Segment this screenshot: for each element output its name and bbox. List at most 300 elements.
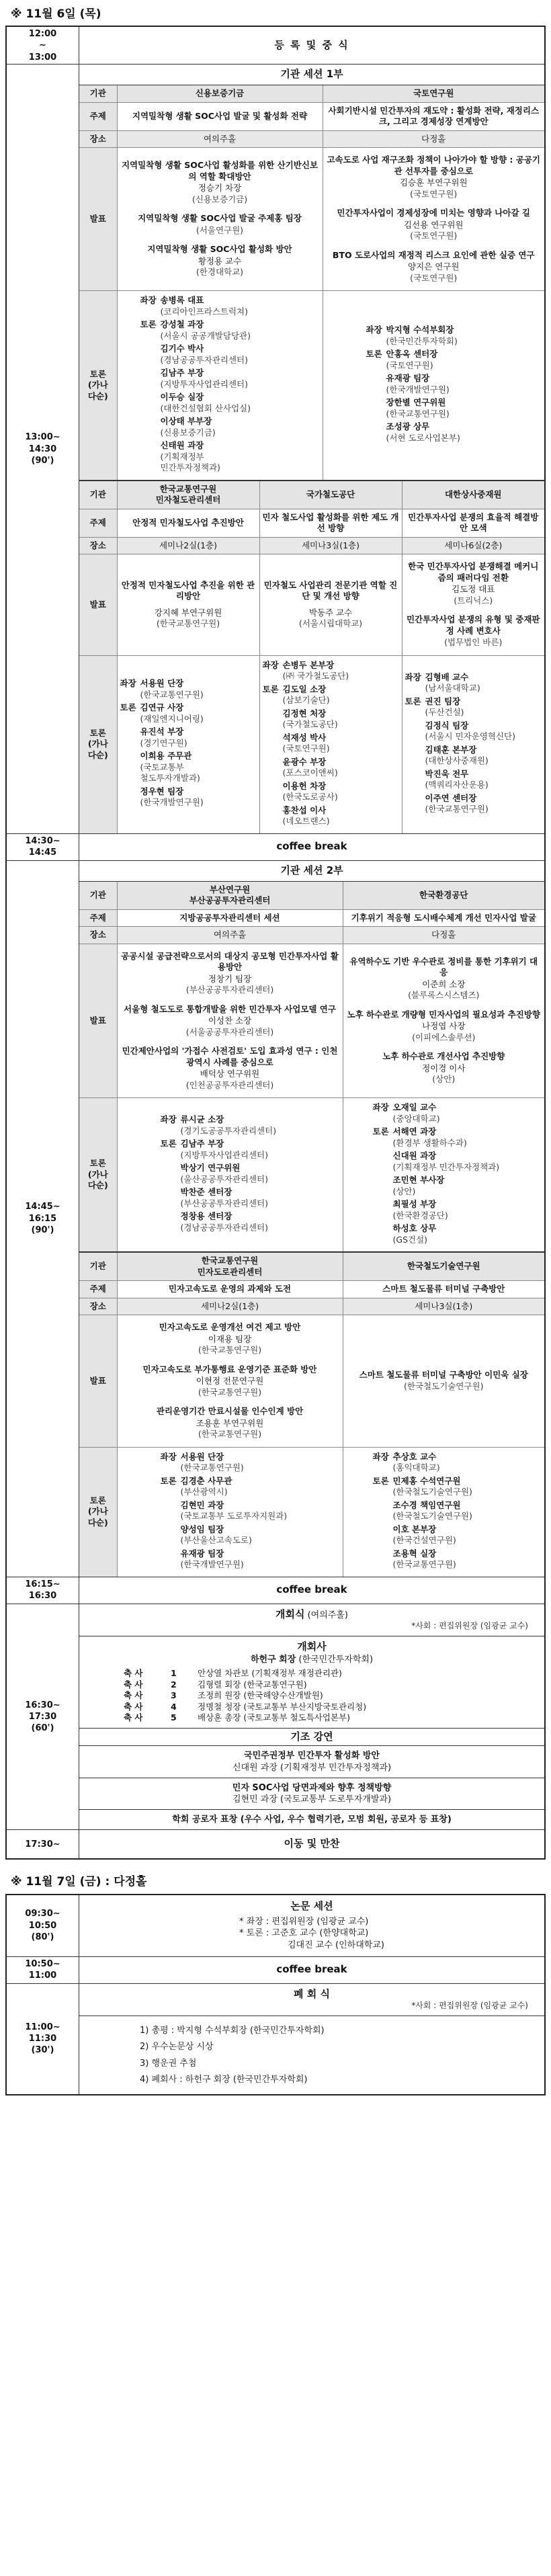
opening-title: 개회식 <box>275 1608 305 1620</box>
pres-title: 스마트 철도물류 터미널 구축방안 이민욱 실장 <box>359 1369 528 1380</box>
discussant-name: 이용헌 차장 <box>282 780 327 791</box>
congrats-item: 축 사 2 김형렬 회장 (한국교통연구원) <box>124 1679 307 1690</box>
registration-label: 등 록 및 중 식 <box>274 39 349 52</box>
break2-time: 16:15∼ 16:30 <box>7 1577 79 1604</box>
discussant-aff: (한국도로공사) <box>282 792 338 802</box>
chair-name: 오재일 교수 <box>392 1102 437 1113</box>
discussant-name: 최필성 부장 <box>392 1199 437 1210</box>
discussion-list: 좌장 류시균 소장 (경기도공공투자관리센터) 토론 김남주 부장 (지방투자사업관리센터) 박상기 연구위원 (울산공공투자관리센터) 박찬준 센터장 (부산공공투자관리센터) 정창용 센터장 (경남공공투자관리센터) <box>117 1098 343 1252</box>
label-topic: 주제 <box>79 909 117 927</box>
session1-table-b <box>79 480 544 833</box>
org-name: 국가철도공단 <box>259 481 402 509</box>
place: 여의주홀 <box>117 130 323 148</box>
keynote2-person: 김현민 과장 (국토교통부 도로투자개발과) <box>232 1794 392 1804</box>
discussant-name: 장한별 연구위원 <box>386 397 446 408</box>
pres-title: 서울형 철도도로 통합개발을 위한 민간투자 사업모델 연구 <box>124 1003 336 1014</box>
discussion-list: 좌장 김형배 교수 (남서울대학교) 토론 권진 팀장 (두산건설) 김정식 팀장 (서울시 민자운영혁신단) 김태훈 본부장 (대한상사중재원) 박진욱 전무 (맥쿼리자산운용) 이주연 센터장 (한국교통연구원) <box>402 655 544 833</box>
discussant-aff: (부산광역시) <box>180 1487 228 1497</box>
discussant-aff: (울산공공투자관리센터) <box>180 1173 269 1184</box>
discussant-name: 하성호 상무 <box>392 1223 437 1234</box>
chair-aff: (남서울대학교) <box>425 683 480 694</box>
pres-title: 유역하수도 기반 우수관로 정비를 통한 기후위기 대응 <box>349 956 538 978</box>
discussant-aff: (국토연구원) <box>386 360 433 370</box>
discussant-name: 박상기 연구위원 <box>180 1163 241 1173</box>
label-topic: 주제 <box>79 1281 117 1298</box>
pres-title: 지역밀착형 생활 SOC사업 발굴 주제홍 팀장 <box>138 213 302 224</box>
discussant-name: 홍찬섭 이사 <box>282 804 327 815</box>
org-name: 한국교통연구원 민자철도관리센터 <box>117 481 259 509</box>
chair-aff: (한국민간투자학회) <box>386 335 458 346</box>
discussion-list: 좌장 박지형 수석부회장 (한국민간투자학회) 토론 안홍옥 센터장 (국토연구원) 유재광 팀장 (한국개발연구원) 장한별 연구위원 (한국교통연구원) 조성광 상무 (서현 도로사업본부) <box>323 291 544 480</box>
topic: 민자고속도로 운영의 과제와 도전 <box>117 1281 343 1298</box>
discussant-aff: (서울시 민자운영혁신단) <box>425 731 515 742</box>
discussant-aff: (국가철도공단) <box>282 719 338 730</box>
pres-name: 박동주 교수 <box>308 607 353 618</box>
pres-title: 민자고속도로 운영개선 여건 제고 방안 <box>159 1322 301 1333</box>
place: 여의주홀 <box>117 927 343 944</box>
day2-break-label: coffee break <box>276 1963 347 1976</box>
discussant-aff: (한국교통연구원) <box>425 804 489 815</box>
pres-aff: (국토연구원) <box>410 231 458 241</box>
session1-table-a <box>79 85 544 480</box>
pres-name: 이재용 팀장 <box>208 1333 252 1344</box>
pres-title: 안정적 민자철도사업 추진을 위한 관리방안 <box>121 579 255 601</box>
chair-role: 좌장 <box>405 671 421 682</box>
place: 세미나6실(2층) <box>402 537 544 554</box>
chair-role: 좌장 <box>366 325 382 335</box>
topic: 지역밀착형 생활 SOC사업 발굴 및 활성화 전략 <box>117 102 323 130</box>
keynote2-block <box>79 1778 544 1810</box>
closing-time: 11:00∼ 11:30 (30') <box>7 1984 79 2094</box>
discussant-aff: (한국개발연구원) <box>140 797 204 808</box>
discussant-aff: (두산건설) <box>425 707 464 718</box>
discussant-name: 박진욱 전무 <box>425 768 469 779</box>
pres-name: 황정용 교수 <box>198 255 242 266</box>
congrats-item: 축 사 3 조정희 원장 (한국해양수산개발원) <box>124 1690 323 1701</box>
org-name: 한국교통연구원 민자도로관리센터 <box>117 1252 343 1281</box>
discussant-name: 김남주 부장 <box>180 1138 224 1149</box>
pres-aff: (트리닉스) <box>454 595 493 606</box>
discussant-name: 조용혁 실장 <box>392 1548 437 1559</box>
paper-title: 논문 세션 <box>290 1900 333 1913</box>
topic: 기후위기 적응형 도시배수체계 개선 민자사업 발굴 <box>343 909 544 927</box>
presentations <box>259 554 402 656</box>
pres-aff: (한국철도기술연구원) <box>404 1381 484 1392</box>
pres-aff: (한국교통연구원) <box>198 1386 262 1397</box>
discussant-aff: (한국교통연구원) <box>392 1559 456 1570</box>
discussant-aff: (국토교통부 철도투자개발과) <box>140 761 200 784</box>
chair-role: 좌장 <box>160 1114 177 1125</box>
closing-item: 3) 행운권 추첨 <box>140 2058 197 2069</box>
chair-name: 송병록 대표 <box>160 295 204 306</box>
discussant-aff: (기획재정부 민간투자정책과) <box>392 1161 500 1172</box>
discussant-aff: (GS건설) <box>392 1234 428 1245</box>
day2-break-cell <box>79 1957 544 1984</box>
discussion-list: 좌장 손병두 본부장 (㈜ 국가철도공단) 토론 김도일 소장 (삼보기술단) 김정현 처장 (국가철도공단) 석재성 박사 (국토연구원) 윤광수 부장 (포스코이앤씨) 이용헌 차장 (한국도로공사) 홍찬섭 이사 (네오트랜스) <box>259 655 402 833</box>
pres-title: 민간제안사업의 '가접수 사전검토' 도입 효과성 연구 : 인천광역시 사례를 중심으로 <box>122 1046 338 1067</box>
discussant-aff: (환경부 생활하수과) <box>392 1137 467 1148</box>
pres-title: 민자철도 사업관리 전문기관 역할 진단 및 개선 방향 <box>263 579 398 601</box>
day2-schedule <box>5 1894 546 2095</box>
discussant-name: 박찬준 센터장 <box>180 1187 232 1198</box>
paper-disc2: 김대진 교수 (인하대학교) <box>288 1940 384 1950</box>
registration-time: 12:00 ∼ 13:00 <box>7 27 79 65</box>
pres-title: 한국 민간투자사업 분쟁해결 메커니즘의 패러다임 전환 <box>408 561 539 583</box>
discussant-aff: (네오트랜스) <box>282 816 330 827</box>
pres-name: 김선용 연구위원 <box>404 219 464 230</box>
org-name: 국토연구원 <box>323 85 544 102</box>
discussant-aff: (국토교통부 도로투자지원과) <box>180 1511 288 1522</box>
keynote2-topic: 민자 SOC사업 당면과제와 향후 정책방향 <box>232 1782 392 1793</box>
day1-heading: ※ 11월 6일 (목) <box>11 7 101 21</box>
discussant-aff: (한국건설연구원) <box>392 1535 456 1546</box>
pres-name: 이준희 소장 <box>422 979 466 989</box>
presentations <box>343 1315 544 1448</box>
chair-role: 좌장 <box>120 678 136 689</box>
discussant-name: 권진 팀장 <box>425 696 461 706</box>
discussion-list: 좌장 오재일 교수 (중앙대학교) 토론 서해연 과장 (환경부 생활하수과) 신대원 과장 (기획재정부 민간투자정책과) 조민현 부사장 (상안) 최필성 부장 (한국환경공단) 하성호 상무 (GS건설) <box>343 1098 544 1252</box>
chair-name: 박지형 수석부회장 <box>386 325 454 335</box>
label-org: 기관 <box>79 85 117 102</box>
paper-time: 09:30∼ 10:50 (80') <box>7 1895 79 1957</box>
discussant-aff: (지방투자사업관리센터) <box>180 1149 269 1160</box>
discussant-aff: (상안) <box>392 1186 416 1196</box>
session2-title: 기관 세션 2부 <box>79 861 544 882</box>
break1-cell <box>79 834 544 861</box>
pres-aff: (서울연구원) <box>196 224 244 235</box>
label-present: 발표 <box>79 944 117 1098</box>
pres-aff: (이피에스솔루션) <box>412 1032 476 1042</box>
topic: 사회기반시설 민간투자의 재도약 : 활성화 전략, 재정리스크, 그리고 경제성장 연계방안 <box>323 102 544 130</box>
pres-title: 관리운영기간 만료시설물 인수인계 방안 <box>156 1406 304 1417</box>
discussion-list: 좌장 송병록 대표 (코리아인프라스트럭쳐) 토론 강성철 과장 (서울시 공공개발담당관) 김기수 박사 (경남공공투자관리센터) 김남주 부장 (지방투자사업관리센터) 이두승 실장 (대한건설협회 산사업실) 이상태 부부장 (신용보증기금) 신태원 과장 (기획재정부 민간투자정책과) <box>117 291 323 480</box>
closing-cell <box>79 1984 544 2094</box>
break2-label: coffee break <box>276 1583 347 1596</box>
presentations <box>117 1315 343 1448</box>
org-name: 신용보증기금 <box>117 85 323 102</box>
discussant-name: 민제홍 수석연구원 <box>392 1475 461 1486</box>
topic: 안정적 민자철도사업 추진방안 <box>117 509 259 537</box>
day1-schedule <box>5 26 546 1860</box>
pres-name: 정창기 팀장 <box>208 973 252 984</box>
pres-aff: (인천공공투자관리센터) <box>185 1079 274 1090</box>
opening-block <box>79 1604 544 1637</box>
discussion-list: 좌장 서용원 단장 (한국교통연구원) 토론 김연규 사장 (재일엔지니어링) 유진석 부장 (경기연구원) 이희용 주무관 (국토교통부 철도투자개발과) 정우현 팀장 (한국개발연구원) <box>117 655 259 833</box>
session1-title: 기관 세션 1부 <box>79 65 544 85</box>
pres-name: 김도정 대표 <box>452 584 495 595</box>
chair-name: 류시균 소장 <box>180 1114 224 1125</box>
congrats-item: 축 사 5 배상훈 총장 (국토교통부 철도특사업본부) <box>124 1712 350 1723</box>
day2-heading: ※ 11월 7일 (금) : 다정홀 <box>11 1875 147 1889</box>
keynote-block <box>79 1729 544 1747</box>
discussant-name: 안홍옥 센터장 <box>386 349 438 360</box>
pres-aff: (한국교통연구원) <box>198 1429 262 1440</box>
discussant-name: 양성임 팀장 <box>180 1524 224 1534</box>
place: 세미나3실(1층) <box>343 1298 544 1315</box>
discussant-name: 윤광수 부장 <box>282 756 327 767</box>
discussant-aff: (서현 도로사업본부) <box>386 432 460 443</box>
pres-title: 노후 하수관로 개량형 민자사업의 필요성과 추진방향 <box>347 1009 540 1020</box>
label-place: 장소 <box>79 1298 117 1315</box>
pres-title: BTO 도로사업의 재정적 리스크 요인에 관한 실증 연구 <box>332 249 535 260</box>
discussant-aff: (한국개발연구원) <box>386 384 450 394</box>
org-name: 한국환경공단 <box>343 882 544 910</box>
discussant-aff: (국토연구원) <box>282 743 330 754</box>
place: 세미나2실(1층) <box>117 1298 343 1315</box>
pres-name: 이성찬 소장 <box>208 1015 252 1026</box>
keynote1-topic: 국민주권정부 민간투자 활성화 방안 <box>244 1751 380 1761</box>
discussant-name: 김현민 과장 <box>180 1499 224 1510</box>
closing-header <box>79 1984 544 2017</box>
day2-break-time: 10:50∼ 11:00 <box>7 1957 79 1984</box>
ceremony-cell <box>79 1604 544 1831</box>
discussant-aff: (대한상사중재원) <box>425 755 489 766</box>
chair-role: 좌장 <box>372 1451 389 1462</box>
discussion-list: 좌장 추상호 교수 (홍익대학교) 토론 민제홍 수석연구원 (한국철도기술연구원) 조수경 책임연구원 (한국철도기술연구원) 이호 본부장 (한국건설연구원) 조용혁 실장 (한국교통연구원) <box>343 1447 544 1577</box>
discussant-aff: (한국교통연구원) <box>386 408 450 419</box>
label-org: 기관 <box>79 1252 117 1281</box>
session1-time: 13:00∼ 14:30 (90') <box>7 65 79 833</box>
closing-mc: *사회 : 편집위원장 (임광균 교수) <box>411 2001 528 2011</box>
presentations <box>117 148 323 291</box>
session2-cell <box>79 861 544 1577</box>
topic: 지방공공투자관리센터 세션 <box>117 909 343 927</box>
discussant-name: 김도일 소장 <box>282 683 327 694</box>
keynote1-block <box>79 1746 544 1778</box>
opening-place: (여의주홀) <box>307 1610 348 1620</box>
pres-aff: (신용보증기금) <box>192 194 248 204</box>
pres-aff: (한국교통연구원) <box>198 1345 262 1356</box>
chair-name: 손병두 본부장 <box>282 659 335 670</box>
discussant-aff: (지방투자사업관리센터) <box>160 378 249 389</box>
discussant-aff: (부산울산고속도로) <box>180 1535 252 1546</box>
label-present: 발표 <box>79 1315 117 1448</box>
discussant-aff: (경남공공투자관리센터) <box>180 1222 269 1233</box>
pres-name: 양지은 연구원 <box>408 261 460 272</box>
discussant-name: 이희용 주무관 <box>140 751 192 761</box>
chair-name: 서용원 단장 <box>180 1451 224 1462</box>
discussant-aff: (한국환경공단) <box>392 1210 448 1220</box>
discussant-name: 신태원 과장 <box>160 440 204 451</box>
pres-name: 정이경 이사 <box>422 1063 466 1073</box>
pres-name: 이현정 전문연구원 <box>196 1376 264 1386</box>
greeting-title: 개회사 <box>297 1640 327 1653</box>
pres-title: 지역밀착형 생활 SOC사업 활성화 방안 <box>147 244 292 255</box>
closing-item: 4) 폐회사 : 하헌구 회장 (한국민간투자학회) <box>140 2074 308 2085</box>
discussant-name: 서해연 과장 <box>392 1126 437 1137</box>
discussant-name: 유재광 팀장 <box>386 373 430 384</box>
label-topic: 주제 <box>79 509 117 537</box>
discussant-name: 김정식 팀장 <box>425 720 469 731</box>
discussant-name: 유진석 부장 <box>140 726 184 737</box>
label-topic: 주제 <box>79 102 117 130</box>
discussant-name: 조성광 상무 <box>386 421 430 432</box>
chair-aff: (홍익대학교) <box>392 1462 440 1473</box>
discussant-name: 김태훈 본부장 <box>425 744 477 755</box>
greeting-person: 하헌구 회장 <box>250 1654 296 1665</box>
label-place: 장소 <box>79 537 117 554</box>
discussant-aff: (경남공공투자관리센터) <box>160 354 249 365</box>
session2-table-b <box>79 1251 544 1577</box>
discussant-aff: (서울시 공공개발담당관) <box>160 330 251 341</box>
opening-mc: *사회 : 편집위원장 (임광균 교수) <box>411 1621 528 1631</box>
presentations <box>117 944 343 1098</box>
discussant-name: 정창용 센터장 <box>180 1211 232 1222</box>
label-discuss: 토론 (가나 다순) <box>79 1447 117 1577</box>
pres-title: 민간투자사업이 경제성장에 미치는 영향과 나아갈 길 <box>337 208 530 218</box>
closing-items <box>79 2016 544 2094</box>
discussant-name: 이호 본부장 <box>392 1524 437 1534</box>
discussant-aff: (부산공공투자관리센터) <box>180 1198 269 1208</box>
chair-role: 좌장 <box>372 1102 389 1113</box>
chair-role: 좌장 <box>160 1451 177 1462</box>
discussant-name: 유재광 팀장 <box>180 1548 224 1559</box>
discussant-name: 김정현 처장 <box>282 708 327 718</box>
pres-aff: (한국교통연구원) <box>156 618 220 629</box>
discussant-name: 조민현 부사장 <box>392 1175 445 1186</box>
discussant-name: 이두승 실장 <box>160 392 204 403</box>
keynote-title: 기조 강연 <box>290 1730 333 1743</box>
pres-aff: (서울시립대학교) <box>298 618 363 629</box>
discussant-aff: (맥쿼리자산운용) <box>425 780 489 790</box>
discussant-name: 신대원 과장 <box>392 1151 437 1161</box>
pres-title: 공공시설 공급전략으로서의 대상지 공모형 민간투자사업 활용방안 <box>121 950 339 972</box>
pres-name: 정승기 차장 <box>198 183 242 194</box>
award-line: 학회 공로자 표창 (우수 사업, 우수 협력기관, 모범 회원, 공로자 등 표창) <box>172 1815 452 1825</box>
label-discuss: 토론 (가나 다순) <box>79 655 117 833</box>
discussant-name: 김남주 부장 <box>160 368 204 378</box>
pres-aff: (국토연구원) <box>410 272 458 283</box>
congrats-item: 축 사 4 정명철 청장 (국토교통부 부산지방국토관리청) <box>124 1701 367 1712</box>
pres-aff: (국토연구원) <box>410 188 458 199</box>
greeting-aff: (한국민간투자학회) <box>298 1654 374 1665</box>
org-name: 한국철도기술연구원 <box>343 1252 544 1281</box>
pres-aff: (블루록스시스템즈) <box>408 990 480 1001</box>
paper-cell <box>79 1895 544 1957</box>
discussant-name: 이상태 부부장 <box>160 416 212 427</box>
discussant-name: 강성철 과장 <box>160 319 204 330</box>
registration-cell <box>79 27 544 65</box>
paper-disc1: * 토론 : 고준호 교수 (한양대학교) <box>239 1928 369 1939</box>
place: 세미나2실(1층) <box>117 537 259 554</box>
dinner-cell <box>79 1830 544 1858</box>
label-discuss: 토론 (가나 다순) <box>79 1098 117 1252</box>
chair-aff: (한국교통연구원) <box>140 689 204 700</box>
break1-label: coffee break <box>276 840 347 853</box>
session1-cell <box>79 65 544 833</box>
presentations <box>402 554 544 656</box>
closing-item: 1) 총평 : 박지형 수석부회장 (한국민간투자학회) <box>140 2026 325 2036</box>
discussant-name: 정우현 팀장 <box>140 786 184 796</box>
pres-aff: (부산공공투자관리센터) <box>185 985 274 995</box>
pres-title: 지역밀착형 생활 SOC사업 활성화를 위한 산기반신보의 역할 확대방안 <box>121 160 319 181</box>
pres-name: 강지혜 부연구위원 <box>154 607 222 618</box>
pres-aff: (한경대학교) <box>196 267 244 278</box>
place: 다정홀 <box>323 130 544 148</box>
pres-name: 배덕상 연구위원 <box>200 1069 260 1079</box>
closing-title: 폐 회 식 <box>294 1987 330 2000</box>
topic: 민자 철도사업 활성화를 위한 제도 개선 방향 <box>259 509 402 537</box>
pres-name: 김승훈 부연구위원 <box>399 177 468 188</box>
chair-aff: (코리아인프라스트럭쳐) <box>160 306 249 317</box>
place: 세미나3실(1층) <box>259 537 402 554</box>
topic: 스마트 철도물류 터미널 구축방안 <box>343 1281 544 1298</box>
discussant-aff: (한국철도기술연구원) <box>392 1487 472 1497</box>
session2-table-a <box>79 882 544 1252</box>
discussant-aff: (포스코이앤씨) <box>282 767 338 778</box>
discussant-name: 이주연 센터장 <box>425 792 477 803</box>
greeting-block <box>79 1636 544 1728</box>
pres-aff: (상안) <box>432 1074 456 1085</box>
pres-aff: (법무법인 바른) <box>444 637 503 648</box>
keynote1-person: 신대원 과장 (기획재정부 민간투자정책과) <box>232 1762 392 1773</box>
discussant-aff: (한국개발연구원) <box>180 1559 244 1570</box>
org-name: 대한상사중재원 <box>402 481 544 509</box>
dinner-time: 17:30∼ <box>7 1830 79 1858</box>
congrats-list <box>124 1668 500 1724</box>
discussant-name: 김기수 박사 <box>160 343 204 354</box>
congrats-item: 축 사 1 안상열 차관보 (기획재정부 재정관리관) <box>124 1668 342 1679</box>
pres-name: 나정엽 사장 <box>422 1021 466 1032</box>
discussant-aff: (대한건설협회 산사업실) <box>160 403 251 413</box>
discussant-aff: (한국철도기술연구원) <box>392 1511 472 1522</box>
label-org: 기관 <box>79 481 117 509</box>
chair-aff: (한국교통연구원) <box>180 1462 244 1473</box>
label-place: 장소 <box>79 927 117 944</box>
discussant-aff: (기획재정부 민간투자정책과) <box>160 451 220 473</box>
org-name: 부산연구원 부산공공투자관리센터 <box>117 882 343 910</box>
discussant-aff: (삼보기술단) <box>282 695 330 706</box>
discussant-aff: (재일엔지니어링) <box>140 713 204 724</box>
place: 다정홀 <box>343 927 544 944</box>
discussant-name: 김연규 사장 <box>140 702 184 713</box>
chair-name: 김형배 교수 <box>425 671 469 682</box>
dinner-label: 이동 및 만찬 <box>284 1837 340 1850</box>
presentations <box>117 554 259 656</box>
pres-title: 노후 하수관로 개선사업 추진방향 <box>382 1051 505 1062</box>
closing-item: 2) 우수논문상 시상 <box>140 2042 214 2052</box>
chair-role: 좌장 <box>140 295 157 306</box>
chair-aff: (중앙대학교) <box>392 1113 440 1124</box>
chair-role: 좌장 <box>262 659 279 670</box>
chair-aff: (㈜ 국가철도공단) <box>282 671 349 681</box>
presentations <box>343 944 544 1098</box>
discussant-name: 김경춘 사무관 <box>180 1475 232 1486</box>
label-org: 기관 <box>79 882 117 910</box>
pres-title: 고속도로 사업 재구조화 정책이 나아가야 할 방향 : 공공기관 선투자를 중심으로 <box>327 155 541 176</box>
break1-time: 14:30∼ 14:45 <box>7 834 79 861</box>
ceremony-time: 16:30∼ 17:30 (60') <box>7 1604 79 1831</box>
discussant-name: 석재성 박사 <box>282 732 327 743</box>
pres-title: 민자고속도로 부가통행료 운영기준 표준화 방안 <box>142 1364 317 1374</box>
chair-name: 추상호 교수 <box>392 1451 437 1462</box>
chair-aff: (경기도공공투자관리센터) <box>180 1125 277 1136</box>
topic: 민간투자사업 분쟁의 효율적 해결방안 모색 <box>402 509 544 537</box>
session2-time: 14:45∼ 16:15 (90') <box>7 861 79 1577</box>
discussant-aff: (경기연구원) <box>140 737 187 748</box>
paper-chair: * 좌장 : 편집위원장 (임광균 교수) <box>239 1917 369 1927</box>
label-discuss: 토론 (가나 다순) <box>79 291 117 480</box>
chair-name: 서용원 단장 <box>140 678 184 689</box>
break2-cell <box>79 1577 544 1604</box>
discussion-list: 좌장 서용원 단장 (한국교통연구원) 토론 김경춘 사무관 (부산광역시) 김현민 과장 (국토교통부 도로투자지원과) 양성임 팀장 (부산울산고속도로) 유재광 팀장 (한국개발연구원) <box>117 1447 343 1577</box>
label-place: 장소 <box>79 130 117 148</box>
label-present: 발표 <box>79 148 117 291</box>
presentations <box>323 148 544 291</box>
pres-aff: (서울공공투자관리센터) <box>185 1026 274 1037</box>
discussant-name: 조수경 책임연구원 <box>392 1499 461 1510</box>
pres-title: 민간투자사업 분쟁의 유형 및 중재판정 사례 변호사 <box>406 614 540 636</box>
